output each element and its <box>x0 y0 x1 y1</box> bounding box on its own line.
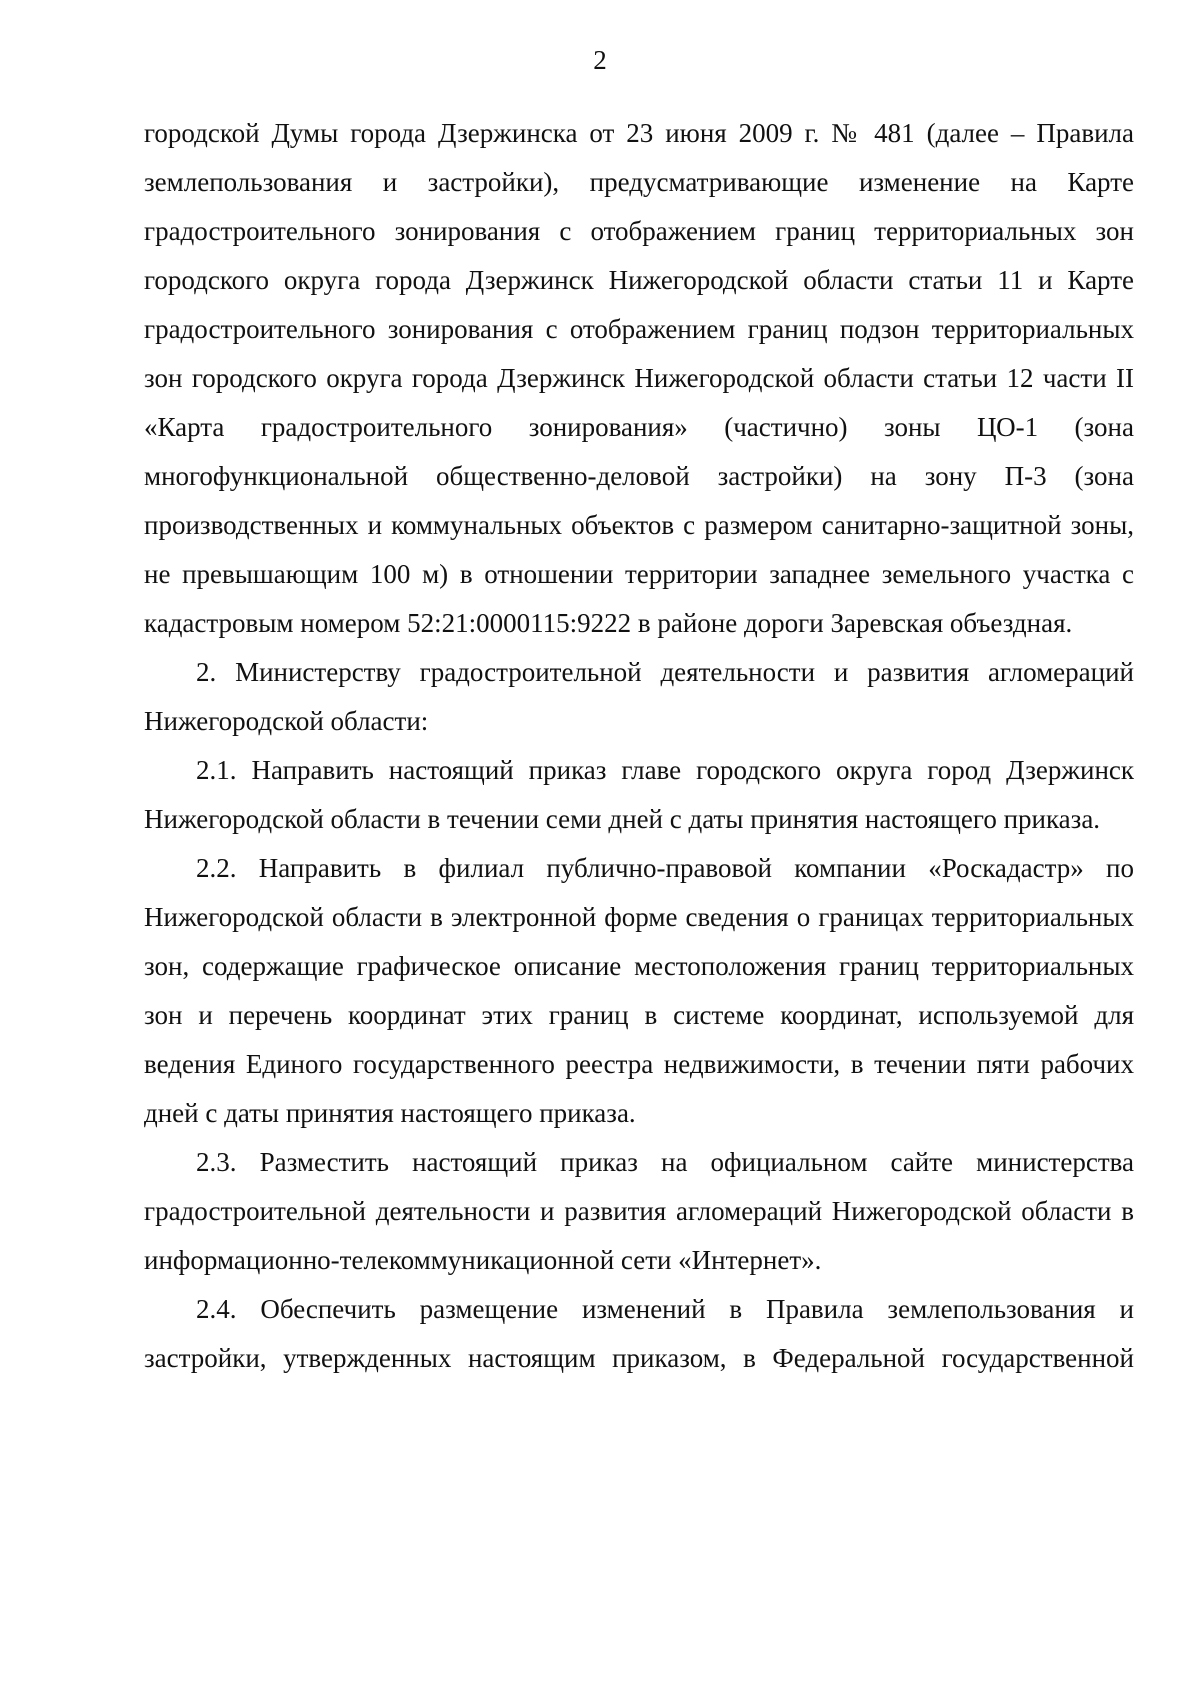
page-number: 2 <box>593 45 607 75</box>
paragraph-item-2-1: 2.1. Направить настоящий приказ главе городского округа город Дзержинск Нижегородской области в течении семи дней с даты принятия настоящего приказа. <box>144 755 1134 834</box>
paragraph-item-2-2: 2.2. Направить в филиал публично-правовой компании «Роскадастр» по Нижегородской области в электронной форме сведения о границах территориальных зон, содержащие графическое описание местоположения границ территориальных зон и перечень координат этих границ в системе координат, используемой для ведения Единого государственного реестра недвижимости, в течении пяти рабочих дней с даты принятия настоящего приказа. <box>144 853 1134 1128</box>
paragraph-continuation: городской Думы города Дзержинска от 23 июня 2009 г. № 481 (далее – Правила землепользования и застройки), предусматривающие изменение на Карте градостроительного зонирования с отображением границ территориальных зон городского округа города Дзержинск Нижегородской области статьи 11 и Карте градостроительного зонирования с отображением границ подзон территориальных зон городского округа города Дзержинск Нижегородской области статьи 12 части II «Карта градостроительного зонирования» (частично) зоны ЦО-1 (зона многофункциональной общественно-деловой застройки) на зону П-3 (зона производственных и коммунальных объектов с размером санитарно-защитной зоны, не превышающим 100 м) в отношении территории западнее земельного участка с кадастровым номером 52:21:0000115:9222 в районе дороги Заревская объездная. <box>144 118 1134 638</box>
paragraph-item-2-3: 2.3. Разместить настоящий приказ на официальном сайте министерства градостроительной деятельности и развития агломераций Нижегородской области в информационно-телекоммуникационной сети «Интернет». <box>144 1147 1134 1275</box>
paragraph-item-2-4: 2.4. Обеспечить размещение изменений в Правила землепользования и застройки, утвержденных настоящим приказом, в Федеральной государственной <box>144 1294 1134 1373</box>
document-body <box>144 109 1134 1383</box>
paragraph-item-2: 2. Министерству градостроительной деятельности и развития агломераций Нижегородской области: <box>144 657 1134 736</box>
